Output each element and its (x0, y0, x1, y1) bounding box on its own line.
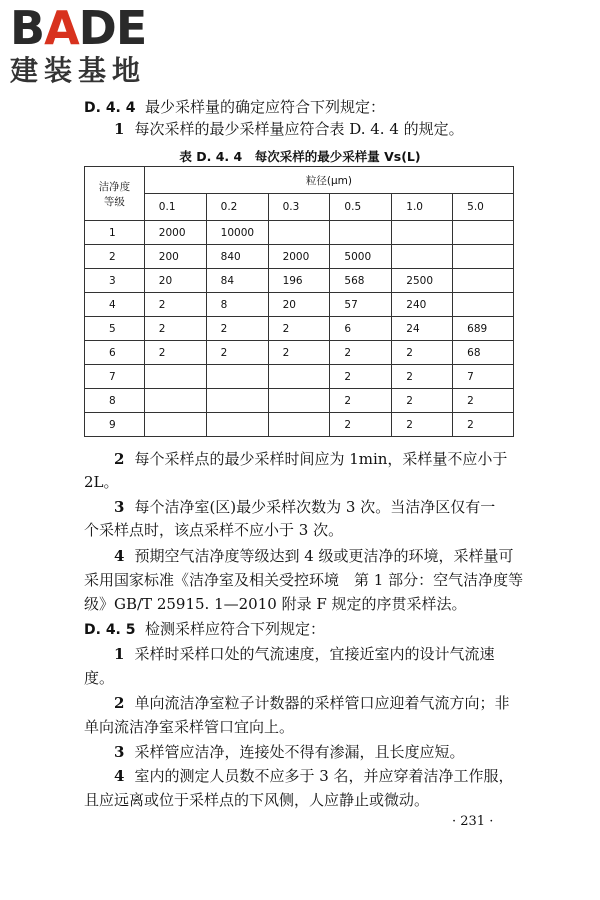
table-row (85, 389, 514, 413)
value-cell (206, 389, 268, 413)
class-cell: 1 (85, 221, 145, 245)
value-cell: 2 (392, 413, 453, 437)
value-cell: 5000 (330, 245, 392, 269)
value-cell: 2 (453, 413, 514, 437)
value-cell: 2 (330, 389, 392, 413)
value-cell: 8 (206, 293, 268, 317)
item-text: 采样管应洁净，连接处不得有渗漏，且长度应短。 (134, 743, 465, 761)
value-cell: 240 (392, 293, 453, 317)
value-cell: 2 (268, 317, 330, 341)
value-cell: 20 (268, 293, 330, 317)
value-cell: 568 (330, 269, 392, 293)
item-number: 3 (114, 743, 125, 761)
value-cell: 196 (268, 269, 330, 293)
item-4-cont2: 级》GB/T 25915. 1—2010 附录 F 规定的序贯采样法。 (84, 595, 467, 613)
value-cell: 57 (330, 293, 392, 317)
sampling-table (84, 166, 514, 437)
logo-wordmark: BADE (10, 1, 147, 55)
value-cell: 2 (144, 341, 206, 365)
page-number: · 231 · (452, 814, 494, 829)
clause-label: D. 4. 5 (84, 622, 136, 638)
value-cell: 6 (330, 317, 392, 341)
item-number: 4 (114, 767, 125, 785)
table-row (85, 221, 514, 245)
item-number: 3 (114, 498, 125, 516)
class-cell: 2 (85, 245, 145, 269)
class-cell: 3 (85, 269, 145, 293)
value-cell: 2 (392, 365, 453, 389)
value-cell: 24 (392, 317, 453, 341)
item-4-cont: 采用国家标准《洁净室及相关受控环境 第 1 部分：空气洁净度等 (84, 571, 524, 589)
class-cell: 6 (85, 341, 145, 365)
value-cell: 2 (206, 341, 268, 365)
clause-d45 (84, 618, 325, 641)
bade-logo (10, 1, 180, 88)
table-row (85, 413, 514, 437)
value-cell (392, 245, 453, 269)
value-cell: 10000 (206, 221, 268, 245)
value-cell: 840 (206, 245, 268, 269)
item-text: 预期空气洁净度等级达到 4 级或更洁净的环境，采样量可 (134, 547, 514, 565)
item-number: 1 (114, 645, 125, 663)
d45-item-2-cont: 单向流洁净室采样管口宜向上。 (84, 718, 295, 736)
clause-text: 最少采样量的确定应符合下列规定： (145, 98, 386, 116)
item-text: 每个采样点的最少采样时间应为 1min，采样量不应小于 (134, 450, 508, 468)
d45-item-3 (114, 741, 464, 763)
value-cell (453, 221, 514, 245)
value-cell (330, 221, 392, 245)
item-number: 1 (114, 120, 125, 138)
logo-subtitle: 建装基地 (10, 54, 147, 87)
value-cell: 2 (268, 341, 330, 365)
d45-item-2 (114, 692, 509, 714)
value-cell (392, 221, 453, 245)
table-row (85, 293, 514, 317)
class-cell: 4 (85, 293, 145, 317)
item-2-cont: 2L。 (84, 473, 119, 491)
value-cell (268, 221, 330, 245)
value-cell: 2 (453, 389, 514, 413)
value-cell: 2000 (144, 221, 206, 245)
value-cell (268, 365, 330, 389)
size-header: 5.0 (453, 194, 514, 221)
value-cell: 2 (392, 389, 453, 413)
table-size-row (85, 194, 514, 221)
value-cell (206, 365, 268, 389)
item-1 (114, 118, 464, 140)
item-text: 单向流洁净室粒子计数器的采样管口应迎着气流方向；非 (134, 694, 510, 712)
size-header: 0.5 (330, 194, 392, 221)
value-cell (453, 293, 514, 317)
table-caption: 表 D. 4. 4 每次采样的最少采样量 Vs(L) (179, 149, 421, 164)
value-cell: 689 (453, 317, 514, 341)
d45-item-4 (114, 765, 514, 787)
class-cell: 9 (85, 413, 145, 437)
value-cell (144, 413, 206, 437)
value-cell: 2 (330, 365, 392, 389)
table-row (85, 341, 514, 365)
value-cell: 2 (144, 293, 206, 317)
value-cell (144, 365, 206, 389)
value-cell (206, 413, 268, 437)
table-row (85, 269, 514, 293)
table-row (85, 317, 514, 341)
value-cell: 2 (144, 317, 206, 341)
value-cell (144, 389, 206, 413)
clause-d44 (84, 96, 385, 119)
header-particle-size: 粒径(μm) (144, 167, 513, 194)
value-cell (268, 389, 330, 413)
table-header-row (85, 167, 514, 194)
table-row (85, 365, 514, 389)
clause-text: 检测采样应符合下列规定： (145, 620, 326, 638)
item-2 (114, 448, 507, 470)
item-text: 每次采样的最少采样量应符合表 D. 4. 4 的规定。 (134, 120, 464, 138)
header-class: 洁净度 等级 (85, 167, 145, 221)
value-cell: 2500 (392, 269, 453, 293)
size-header: 1.0 (392, 194, 453, 221)
class-cell: 5 (85, 317, 145, 341)
class-cell: 8 (85, 389, 145, 413)
item-4 (114, 545, 514, 567)
item-number: 2 (114, 450, 125, 468)
value-cell: 84 (206, 269, 268, 293)
value-cell: 2 (392, 341, 453, 365)
item-number: 2 (114, 694, 125, 712)
item-3-cont: 个采样点时，该点采样不应小于 3 次。 (84, 521, 344, 539)
size-header: 0.3 (268, 194, 330, 221)
value-cell: 2 (206, 317, 268, 341)
value-cell (453, 245, 514, 269)
value-cell: 2 (330, 341, 392, 365)
value-cell (268, 413, 330, 437)
value-cell (453, 269, 514, 293)
d45-item-1-cont: 度。 (84, 669, 115, 687)
item-number: 4 (114, 547, 125, 565)
d45-item-4-cont: 且应远离或位于采样点的下风侧，人应静止或微动。 (84, 791, 430, 809)
value-cell: 7 (453, 365, 514, 389)
item-text: 采样时采样口处的气流速度，宜接近室内的设计气流速 (134, 645, 495, 663)
value-cell: 20 (144, 269, 206, 293)
item-text: 室内的测定人员数不应多于 3 名，并应穿着洁净工作服， (134, 767, 514, 785)
d45-item-1 (114, 643, 494, 665)
value-cell: 2000 (268, 245, 330, 269)
size-header: 0.1 (144, 194, 206, 221)
value-cell: 2 (330, 413, 392, 437)
class-cell: 7 (85, 365, 145, 389)
clause-label: D. 4. 4 (84, 100, 136, 116)
item-3 (114, 496, 495, 518)
table-row (85, 245, 514, 269)
size-header: 0.2 (206, 194, 268, 221)
value-cell: 68 (453, 341, 514, 365)
value-cell: 200 (144, 245, 206, 269)
item-text: 每个洁净室(区)最少采样次数为 3 次。当洁净区仅有一 (134, 498, 496, 516)
